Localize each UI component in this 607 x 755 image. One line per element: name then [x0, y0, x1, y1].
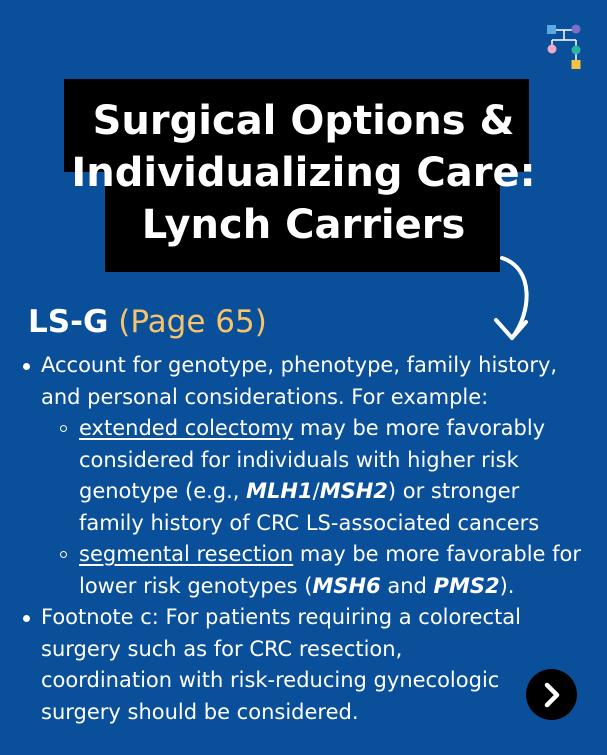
gene-name: MSH6 — [312, 573, 381, 598]
sub-text: may be more favorably considered for individuals with higher risk genotype (e.g., — [79, 416, 546, 503]
conjunction: and — [380, 573, 434, 598]
curved-arrow-down-icon — [488, 254, 540, 346]
gene-name: MLH1 — [246, 479, 313, 503]
title-line-2: Individualizing Care: — [71, 150, 536, 196]
list-item — [0, 539, 599, 602]
bullet-dot-icon — [23, 363, 30, 370]
content — [0, 350, 607, 728]
footnote-text: Footnote c: For patients requiring a colorectal surgery such as for CRC resection, coordination with risk-reducing gynecologic surgery should be considered. — [41, 605, 521, 724]
page-reference: (Page 65) — [118, 304, 267, 340]
chevron-right-icon — [541, 682, 563, 708]
gene-name: MSH2 — [319, 479, 388, 503]
gene-name: PMS2 — [433, 573, 500, 598]
separator: / — [312, 479, 320, 503]
page-title — [40, 95, 567, 251]
bullet-circle-icon — [60, 551, 67, 558]
title-line-1: Surgical Options & — [92, 98, 515, 144]
sub-text: ) or stronger family history of CRC LS-associated cancers — [79, 479, 540, 535]
bullet-text: Account for genotype, phenotype, family history, and personal considerations. For example: — [41, 353, 558, 409]
section-heading — [28, 302, 267, 342]
pedigree-logo-icon — [544, 24, 584, 72]
segmental-resection-link[interactable]: segmental resection — [79, 542, 294, 566]
bullet-dot-icon — [23, 615, 30, 622]
extended-colectomy-link[interactable]: extended colectomy — [79, 416, 294, 440]
title-line-3: Lynch Carriers — [141, 202, 466, 248]
next-button[interactable] — [526, 669, 577, 720]
bullet-list — [0, 350, 607, 728]
sub-list — [41, 413, 599, 602]
sub-text: ). — [499, 573, 515, 598]
section-code: LS-G — [28, 304, 109, 340]
list-item — [0, 350, 607, 602]
list-item — [0, 602, 607, 728]
list-item — [0, 413, 599, 539]
sub-text: may be more favorable for lower risk genotypes ( — [79, 542, 581, 598]
bullet-circle-icon — [60, 425, 67, 432]
